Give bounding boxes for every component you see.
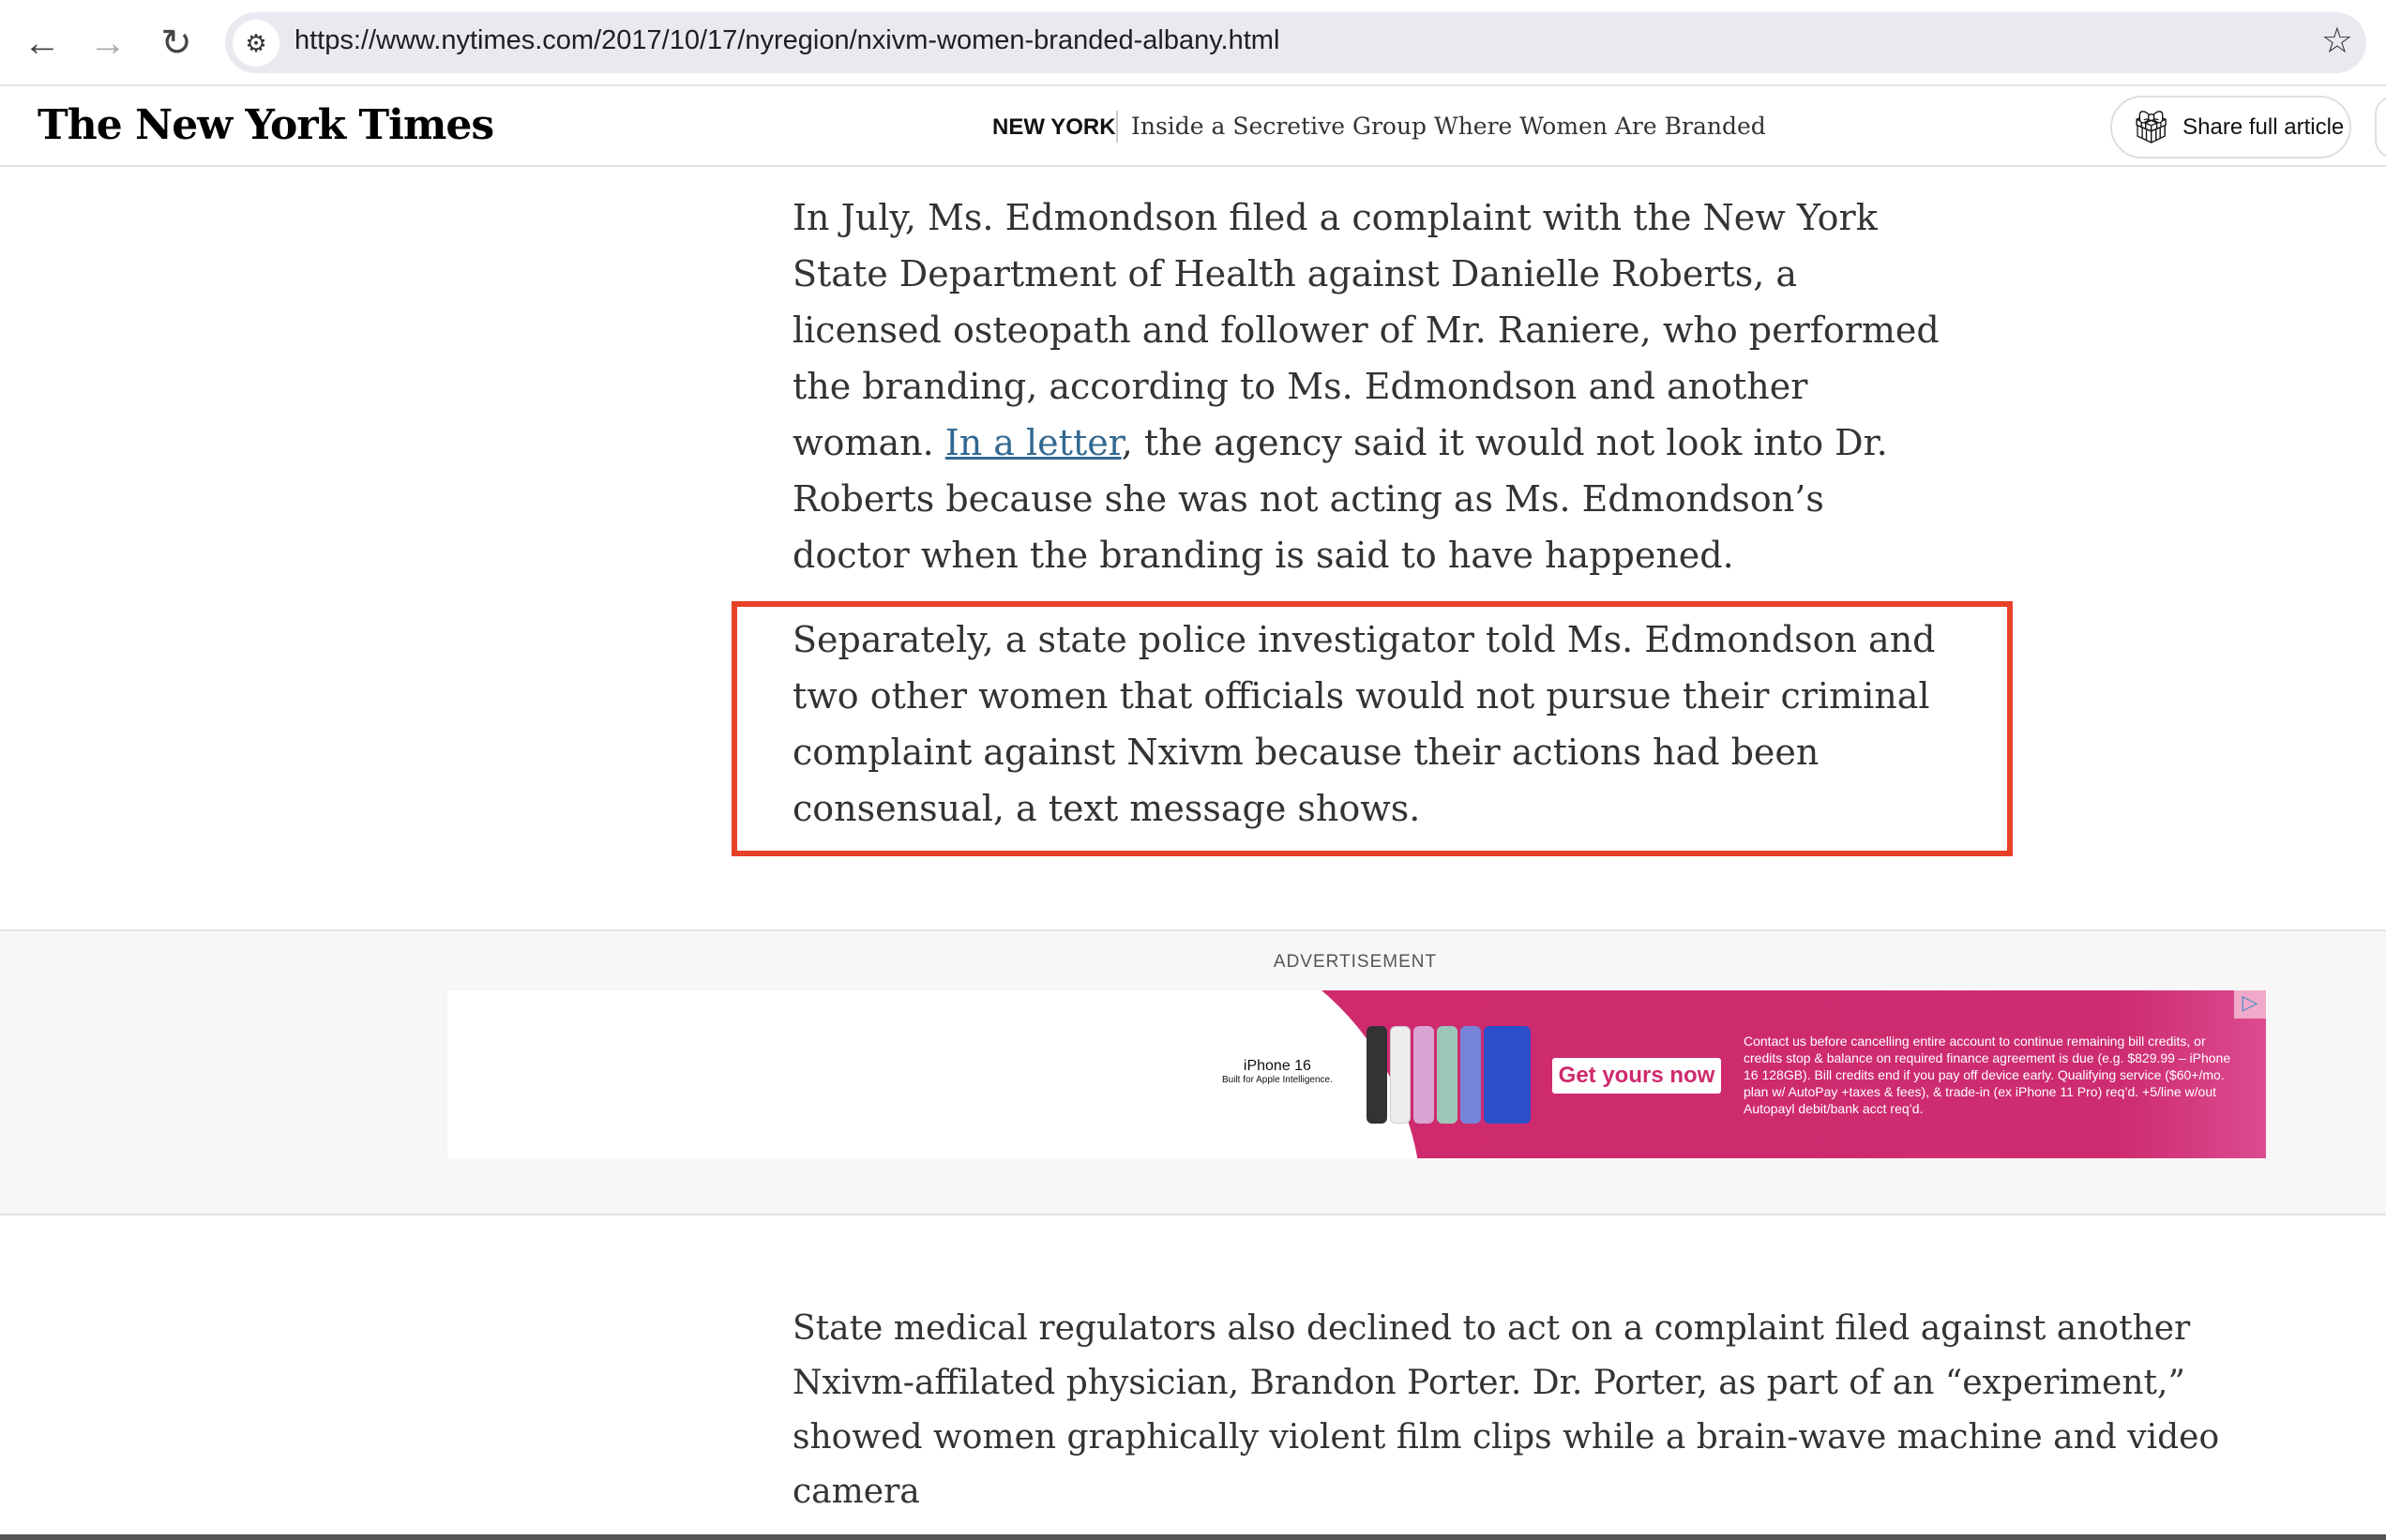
browser-toolbar (0, 0, 2386, 86)
divider (1116, 111, 1118, 143)
highlighted-paragraph: Separately, a state police investigator told Ms. Edmondson and two other women that officials would not pursue their criminal complaint against Nxivm because their actions had been consensual, a text message shows. (793, 619, 1936, 829)
nyt-logo[interactable]: The New York Times (38, 101, 494, 149)
phones-image (1367, 1026, 1531, 1124)
ad-curve (916, 990, 1423, 1158)
site-settings-icon[interactable]: ⚙ (233, 20, 279, 67)
article-paragraph: State medical regulators also declined to act on a complaint filed against another Nxivm-affilated physician, Brandon Porter. Dr. Porter, as part of an “experiment,” showed women graphically violent film clips while a brain-wave machine and video camera (793, 1309, 2220, 1511)
article-headline: Inside a Secretive Group Where Women Are Branded (1131, 113, 1766, 140)
forward-icon[interactable]: → (89, 23, 127, 64)
paragraph-text: , the agency said it would not look into Dr. Roberts because she was not acting as Ms. Edmondson’s doctor when the branding is said to have happened. (793, 422, 1888, 576)
url-text[interactable]: https://www.nytimes.com/2017/10/17/nyregion/nxivm-women-branded-albany.html (294, 25, 1280, 55)
section-label[interactable]: NEW YORK (992, 114, 1116, 140)
advertisement-label: ADVERTISEMENT (1273, 952, 1438, 972)
share-button[interactable] (2110, 96, 2351, 159)
site-header (0, 86, 2386, 167)
share-label: Share full article (2182, 113, 2345, 140)
ad-banner[interactable] (447, 990, 2266, 1158)
get-yours-now-button[interactable]: Get yours now (1552, 1058, 1721, 1094)
bookmark-star-icon[interactable]: ☆ (2320, 22, 2353, 61)
gift-icon: 🎁︎ (2131, 109, 2172, 145)
advertisement-section (0, 929, 2386, 1215)
address-bar[interactable] (225, 12, 2366, 73)
paragraph-text: In July, Ms. Edmondson filed a complaint with the New York State Department of Health against Danielle Roberts, a licensed osteopath and follower of Mr. Raniere, who performed the branding, according to Ms. Edmondson and another woman. (793, 197, 1940, 463)
ad-fine-print: Contact us before cancelling entire account to continue remaining bill credits, or credits stop & balance on required finance agreement is due (e.g. $829.99 – iPhone 16 128GB). Bill credits end if you pay off device early. Qualifying service ($60+/mo. plan w/ AutoPay +taxes & fees), & trade-in (ex iPhone 11 Pro) req’d. +5/line w/out Autopayl debit/bank acct req’d. (1744, 1034, 2231, 1116)
product-tagline: Built for Apple Intelligence. (1222, 1075, 1333, 1085)
highlight-box (732, 601, 2013, 856)
letter-link[interactable]: In a letter (944, 422, 1122, 463)
article-paragraph (793, 189, 1946, 583)
adchoices-icon[interactable]: ▷ (2234, 990, 2266, 1019)
product-name: iPhone 16 (1243, 1058, 1311, 1074)
back-icon[interactable]: ← (23, 23, 61, 64)
header-button-partial[interactable] (2375, 96, 2386, 159)
ad-product (1222, 1058, 1333, 1085)
reload-icon[interactable]: ↻ (160, 23, 192, 64)
window-bottom-edge (0, 1534, 2386, 1540)
